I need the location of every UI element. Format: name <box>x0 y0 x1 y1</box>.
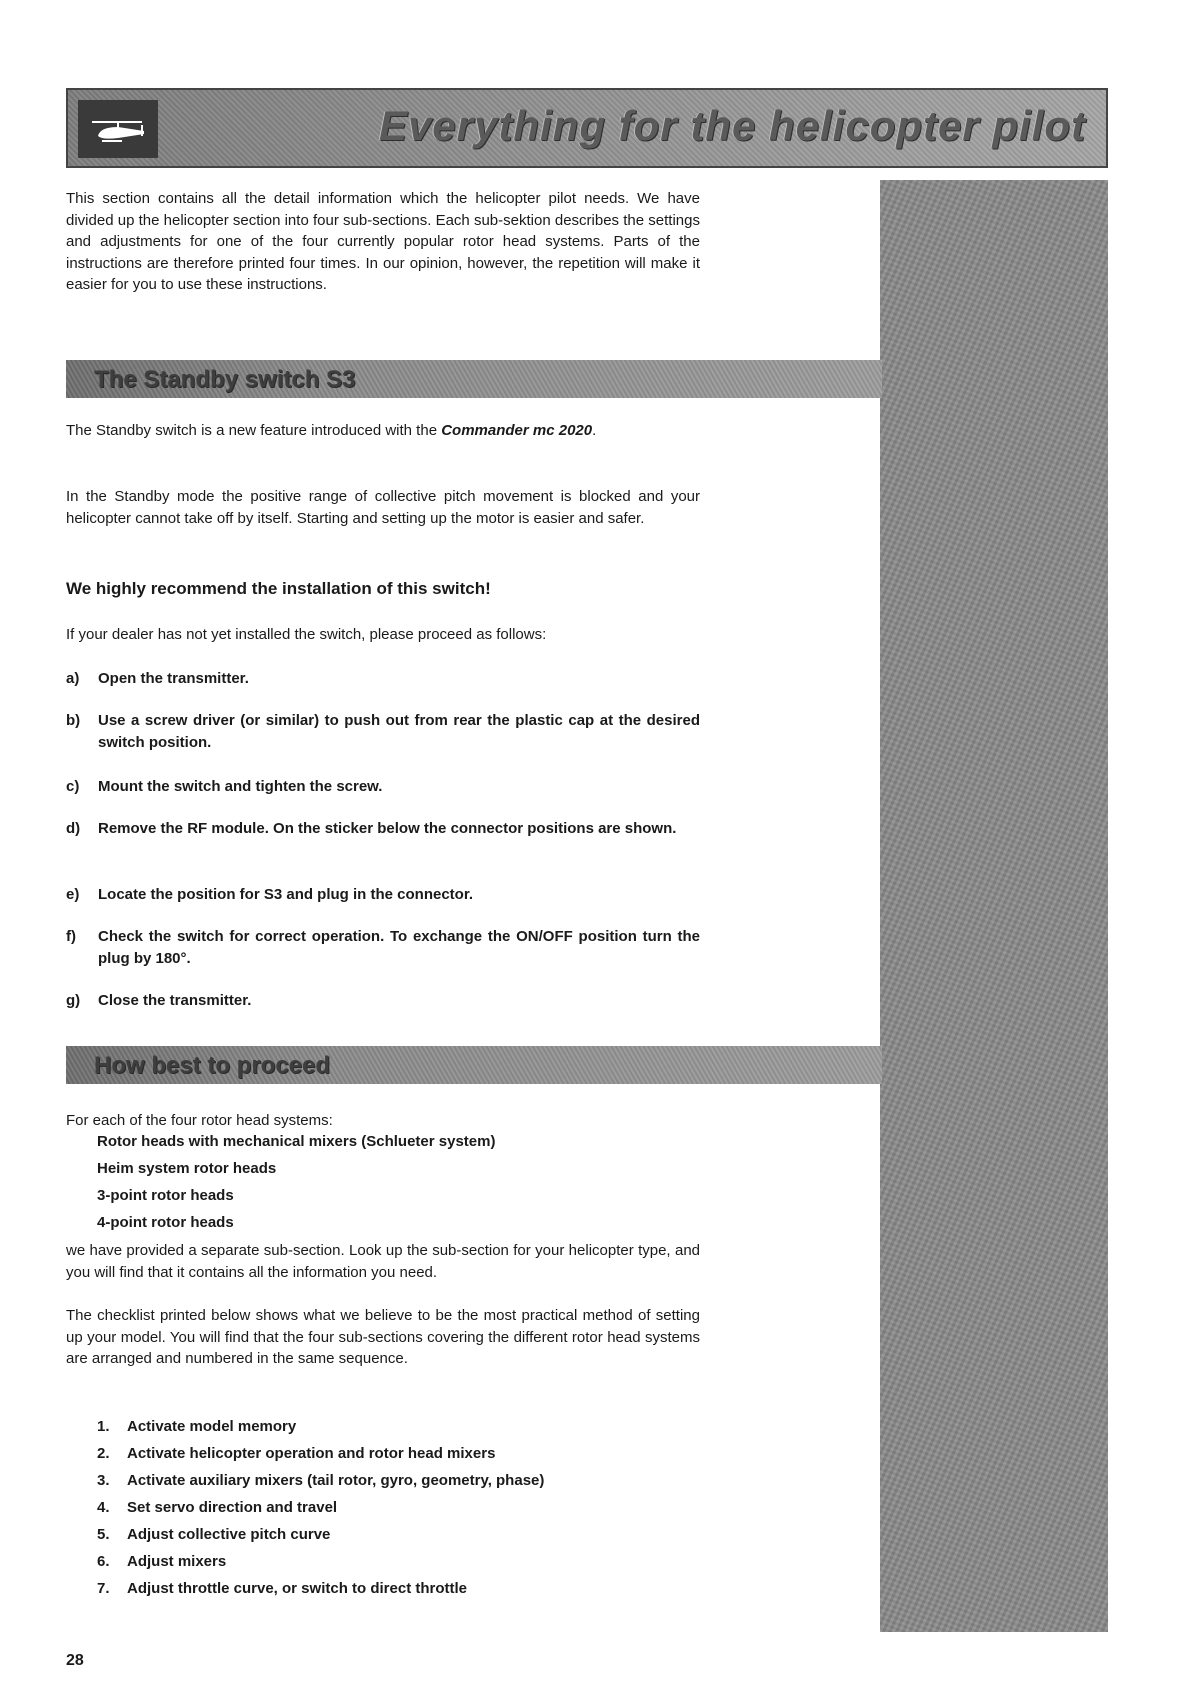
checklist-item <box>97 1551 226 1573</box>
step-text: Open the transmitter. <box>98 670 249 687</box>
checklist-item <box>97 1524 330 1546</box>
step-label: c) <box>66 778 80 795</box>
proceed-text: If your dealer has not yet installed the switch, please proceed as follows: <box>66 626 547 643</box>
checklist-number: 3. <box>97 1472 110 1489</box>
step-text: Close the transmitter. <box>98 992 252 1009</box>
step-item <box>66 668 700 690</box>
step-text: Locate the position for S3 and plug in the connector. <box>98 886 474 903</box>
standby-paragraph-2: In the Standby mode the positive range of collective pitch movement is blocked and your helicopter cannot take off by itself. Starting and setting up the motor is easier and safer. <box>66 488 700 527</box>
intro-paragraph: This section contains all the detail information which the helicopter pilot needs. We have divided up the helicopter section into four sub-sections. Each sub-sektion describes the settings and adjustments for one of the four currently popular rotor head systems. Parts of the instructions are therefore printed four times. In our opinion, however, the repetition will make it easier for you to use these instructions. <box>66 190 700 293</box>
rotor-system-item: Heim system rotor heads <box>97 1160 277 1177</box>
step-item <box>66 990 700 1012</box>
checklist-text: Set servo direction and travel <box>127 1499 338 1516</box>
checklist-number: 1. <box>97 1418 110 1435</box>
checklist-text: Activate auxiliary mixers (tail rotor, gyro, geometry, phase) <box>127 1472 545 1489</box>
checklist-text: Activate model memory <box>127 1418 297 1435</box>
standby-heading-text: The Standby switch S3 <box>94 366 356 393</box>
step-item <box>66 776 700 798</box>
step-label: g) <box>66 992 81 1009</box>
helicopter-icon <box>78 100 158 158</box>
checklist-number: 6. <box>97 1553 110 1570</box>
checklist-item <box>97 1497 337 1519</box>
checklist-number: 7. <box>97 1580 110 1597</box>
rotor-system-item: 4-point rotor heads <box>97 1214 234 1231</box>
page-title: Everything for the helicopter pilot <box>378 102 1086 149</box>
checklist-text: Adjust throttle curve, or switch to direct throttle <box>127 1580 468 1597</box>
side-texture-panel <box>880 180 1108 1632</box>
checklist-intro: The checklist printed below shows what we believe to be the most practical method of setting up your model. You will find that the four sub-sections covering the different rotor head systems are arranged and numbered in the same sequence. <box>66 1307 700 1367</box>
step-label: a) <box>66 670 80 687</box>
recommend-text: We highly recommend the installation of this switch! <box>66 579 491 598</box>
rotor-system-item: 3-point rotor heads <box>97 1187 234 1204</box>
product-name: Commander mc 2020 <box>441 422 593 439</box>
checklist-text: Adjust collective pitch curve <box>127 1526 331 1543</box>
checklist-text: Activate helicopter operation and rotor head mixers <box>127 1445 496 1462</box>
standby-paragraph-1 <box>66 420 700 442</box>
standby-p1-end: . <box>592 422 597 439</box>
step-label: b) <box>66 712 81 729</box>
step-item <box>66 710 700 754</box>
step-text: Check the switch for correct operation. To exchange the ON/OFF position turn the plug by 180°. <box>98 928 700 967</box>
checklist-item <box>97 1443 495 1465</box>
step-text: Use a screw driver (or similar) to push out from rear the plastic cap at the desired switch position. <box>98 712 700 751</box>
section-heading-proceed <box>66 1046 882 1084</box>
step-item <box>66 818 700 840</box>
step-label: e) <box>66 886 80 903</box>
step-item <box>66 926 700 970</box>
proceed-heading-text: How best to proceed <box>94 1052 331 1079</box>
checklist-number: 2. <box>97 1445 110 1462</box>
checklist-number: 4. <box>97 1499 110 1516</box>
title-bar <box>66 88 1108 168</box>
checklist-item <box>97 1416 296 1438</box>
step-label: d) <box>66 820 81 837</box>
checklist-item <box>97 1578 467 1600</box>
checklist-number: 5. <box>97 1526 110 1543</box>
page-number: 28 <box>66 1652 84 1669</box>
section-heading-standby <box>66 360 882 398</box>
step-label: f) <box>66 928 76 945</box>
systems-intro: For each of the four rotor head systems: <box>66 1112 333 1129</box>
standby-p1-text: The Standby switch is a new feature introduced with the <box>66 422 442 439</box>
checklist-text: Adjust mixers <box>127 1553 227 1570</box>
step-text: Mount the switch and tighten the screw. <box>98 778 383 795</box>
systems-after-paragraph: we have provided a separate sub-section. Look up the sub-section for your helicopter type, and you will find that it contains all the information you need. <box>66 1242 700 1281</box>
checklist-item <box>97 1470 544 1492</box>
step-item <box>66 884 700 906</box>
step-text: Remove the RF module. On the sticker below the connector positions are shown. <box>98 820 677 837</box>
rotor-system-item: Rotor heads with mechanical mixers (Schlueter system) <box>97 1133 496 1150</box>
